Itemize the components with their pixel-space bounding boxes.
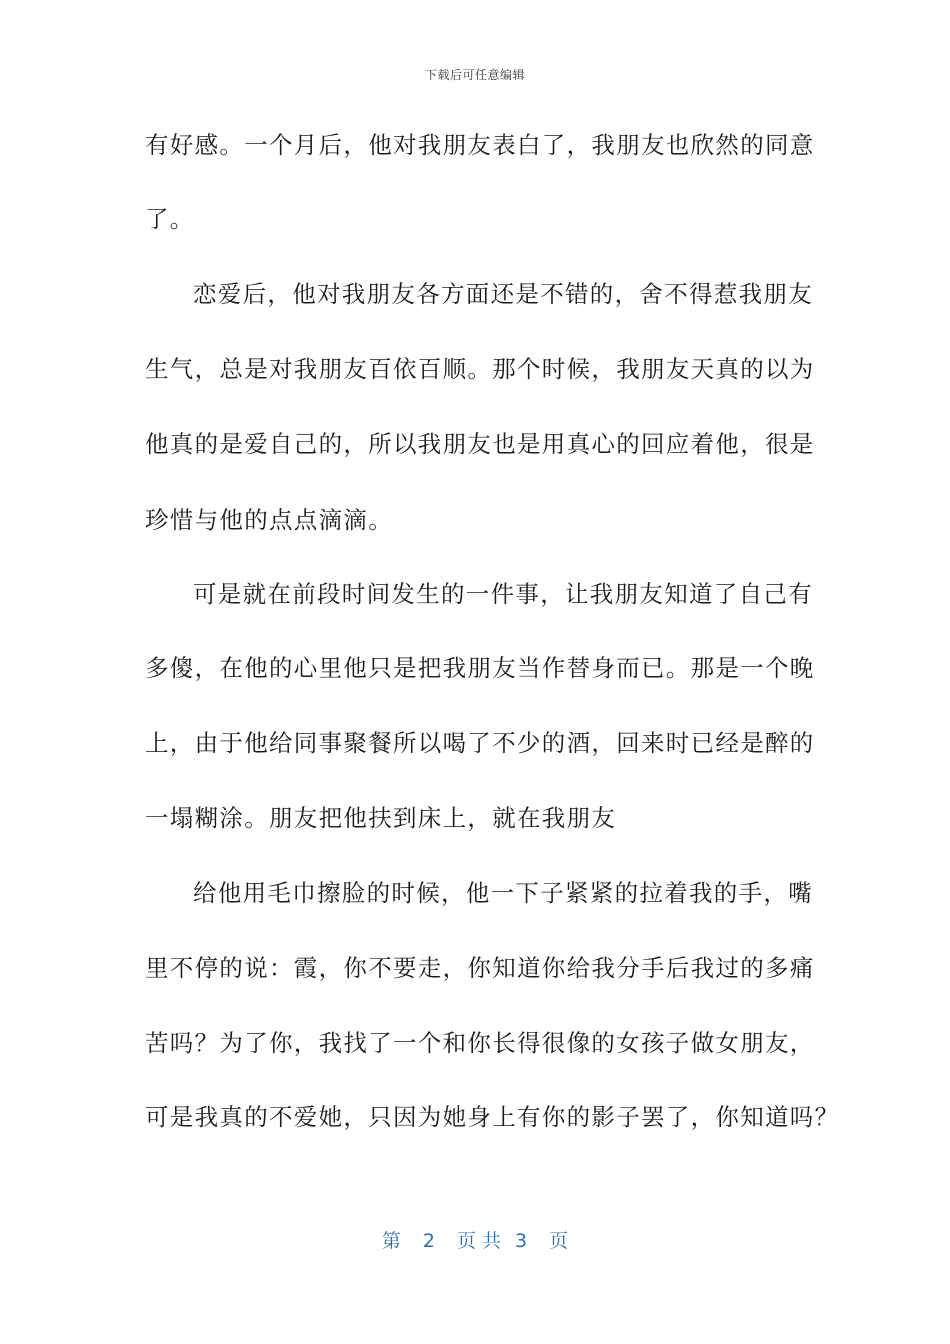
footer-total-pages: 3 (515, 1230, 528, 1252)
footer-suffix: 页 (549, 1230, 569, 1252)
text-line: 可是就在前段时间发生的一件事，让我朋友知道了自己有 (193, 580, 813, 608)
text-line: 一塌糊涂。朋友把他扶到床上，就在我朋友 (145, 804, 617, 832)
footer-middle: 页 共 (456, 1230, 502, 1252)
text-line: 恋爱后，他对我朋友各方面还是不错的，舍不得惹我朋友 (193, 280, 813, 308)
text-line: 生气，总是对我朋友百依百顺。那个时候，我朋友天真的以为 (145, 355, 815, 383)
text-line: 给他用毛巾擦脸的时候，他一下子紧紧的拉着我的手，嘴 (193, 879, 813, 907)
footer-current-page: 2 (422, 1230, 435, 1252)
text-line: 他真的是爱自己的，所以我朋友也是用真心的回应着他，很是 (145, 430, 815, 458)
text-line: 里不停的说：霞，你不要走，你知道你给我分手后我过的多痛 (145, 954, 815, 982)
text-line: 有好感。一个月后，他对我朋友表白了，我朋友也欣然的同意 (145, 131, 815, 159)
text-line: 多傻，在他的心里他只是把我朋友当作替身而已。那是一个晚 (145, 654, 815, 682)
text-line: 苦吗？为了你，我找了一个和你长得很像的女孩子做女朋友， (145, 1029, 815, 1057)
text-line: 上，由于他给同事聚餐所以喝了不少的酒，回来时已经是醉的 (145, 729, 815, 757)
header-note: 下载后可任意编辑 (424, 68, 525, 82)
text-line: 可是我真的不爱她，只因为她身上有你的影子罢了，你知道吗？ (145, 1103, 840, 1131)
footer-prefix: 第 (381, 1230, 401, 1252)
text-line: 珍惜与他的点点滴滴。 (145, 506, 393, 534)
text-line: 了。 (145, 205, 195, 233)
page-footer (0, 1226, 950, 1253)
